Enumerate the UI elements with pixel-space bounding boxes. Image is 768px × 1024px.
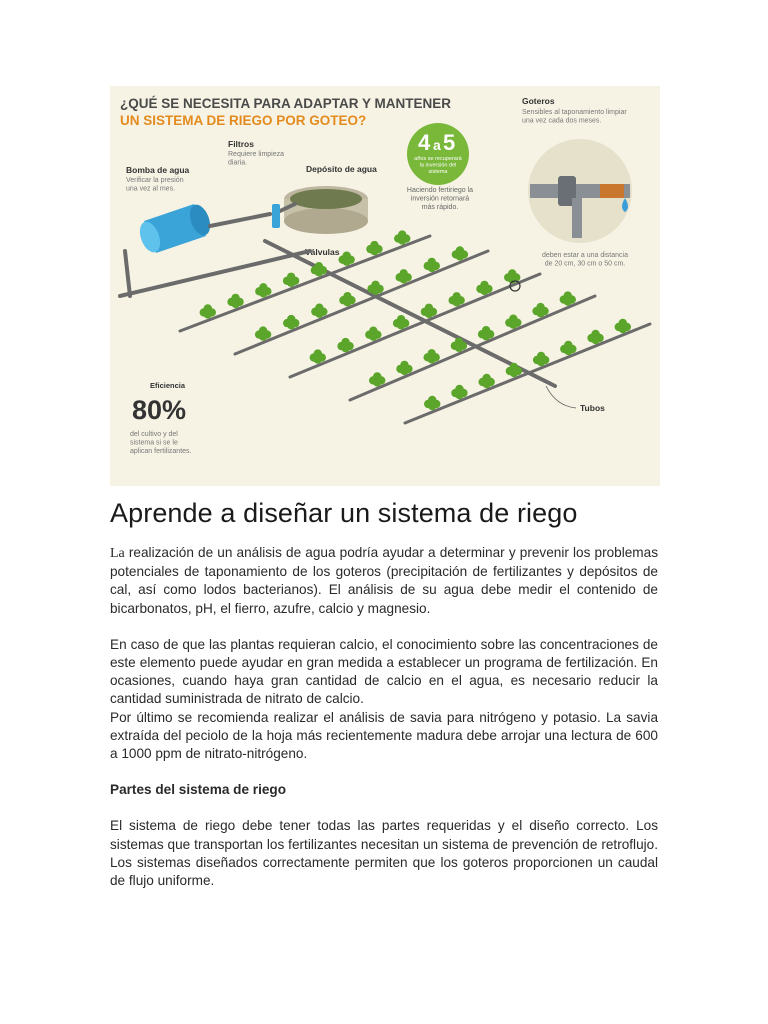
paragraph-1 (110, 544, 658, 618)
plant-icon (255, 283, 271, 297)
plant-icon (478, 374, 494, 388)
gotero-detail (528, 139, 632, 243)
plant-icon (394, 230, 410, 244)
plant-icon (227, 294, 243, 308)
paragraph-2: En caso de que las plantas requieran calcio, el conocimiento sobre las concentraciones de este elemento puede ayudar en gran medida a establecer un programa de fertilización. En ocasiones, cuando haya gran cantidad de calcio en el agua, es necesario reducir la cantidad suministrada de nitrato de calcio. (110, 636, 658, 707)
filtros-note: Requiere limpieza diaria. (228, 151, 285, 167)
badge-number-4: 4 (418, 130, 431, 155)
plant-icon (506, 363, 522, 377)
plant-icon (283, 273, 299, 287)
plant-icon (533, 352, 549, 366)
filtros-title: Filtros (228, 139, 254, 149)
plant-icon (560, 341, 576, 355)
tubos-title: Tubos (580, 403, 605, 413)
water-pump (136, 202, 214, 255)
plant-icon (311, 303, 327, 317)
svg-text:años se recuperarála inversión: años se recuperará la inversión del sistema (414, 156, 462, 175)
page-title: Aprende a diseñar un sistema de riego (110, 498, 578, 528)
paragraph-4: El sistema de riego debe tener todas las partes requeridas y el diseño correcto. Los sistemas que transportan los fertilizantes necesitan un sistema de prevención de retroflujo. Los sistemas diseñados correctamente permiten que los goteros proporcionen un caudal de flujo uniforme. (110, 818, 658, 889)
plant-icon (587, 330, 603, 344)
bomba-note: Verificar la presión una vez al mes. (126, 177, 184, 193)
eficiencia-title: Eficiencia (150, 381, 186, 390)
plant-icon (366, 241, 382, 255)
valvulas-title: Válvulas (305, 247, 340, 257)
article-body (110, 544, 658, 890)
plant-icon (255, 326, 271, 340)
plant-icon (339, 292, 355, 306)
distancia-note: deben estar a una distancia de 20 cm, 30 cm o 50 cm. (541, 252, 629, 268)
fertirriego-note: Haciendo fertiriego la inversión retornará más rápido. (406, 187, 474, 211)
plant-icon (338, 251, 354, 265)
goteros-title: Goteros (522, 96, 555, 106)
plant-icon (424, 258, 440, 272)
badge-a: a (433, 137, 441, 153)
investment-badge (407, 123, 469, 185)
eficiencia-value: 80% (132, 395, 187, 425)
plant-icon (424, 396, 440, 410)
filter-unit (272, 204, 280, 228)
paragraph-1-text: realización de un análisis de agua podría ayudar a determinar y prevenir los problemas potenciales de taponamiento de los goteros (precipitación de fertilizantes y depósitos de cal, así como lodos bacterianos). El análisis de su agua debe medir el contenido de bicarbonatos, pH, el fierro, azufre, calcio y magnesio. (110, 545, 658, 616)
goteros-note: Sensibles al taponamiento limpiar una vez cada dos meses. (522, 109, 627, 125)
bomba-title: Bomba de agua (126, 165, 190, 175)
eficiencia-note: del cultivo y del sistema si se le aplican fertilizantes. (130, 431, 192, 455)
plant-icon (200, 304, 216, 318)
deposito-title: Depósito de agua (306, 164, 377, 174)
plant-icon (395, 269, 411, 283)
plant-icon (452, 246, 468, 260)
irrigation-infographic (110, 86, 660, 486)
plant-icon (451, 385, 467, 399)
badge-number-5: 5 (443, 130, 456, 155)
paragraph-1-lead: La (110, 546, 125, 561)
infographic-title-line1: ¿QUÉ SE NECESITA PARA ADAPTAR Y MANTENER (120, 96, 452, 111)
plant-icon (283, 315, 299, 329)
paragraph-3: Por último se recomienda realizar el análisis de savia para nitrógeno y potasio. La savia extraída del peciolo de la hoja más recientemente madura debe arrojar una lectura de 600 a 1000 ppm de nitrato-nitrógeno. (110, 709, 658, 762)
plant-icon (615, 319, 631, 333)
water-tank (284, 186, 368, 234)
section-subheading: Partes del sistema de riego (110, 782, 287, 798)
infographic-title-line2: UN SISTEMA DE RIEGO POR GOTEO? (120, 113, 367, 128)
